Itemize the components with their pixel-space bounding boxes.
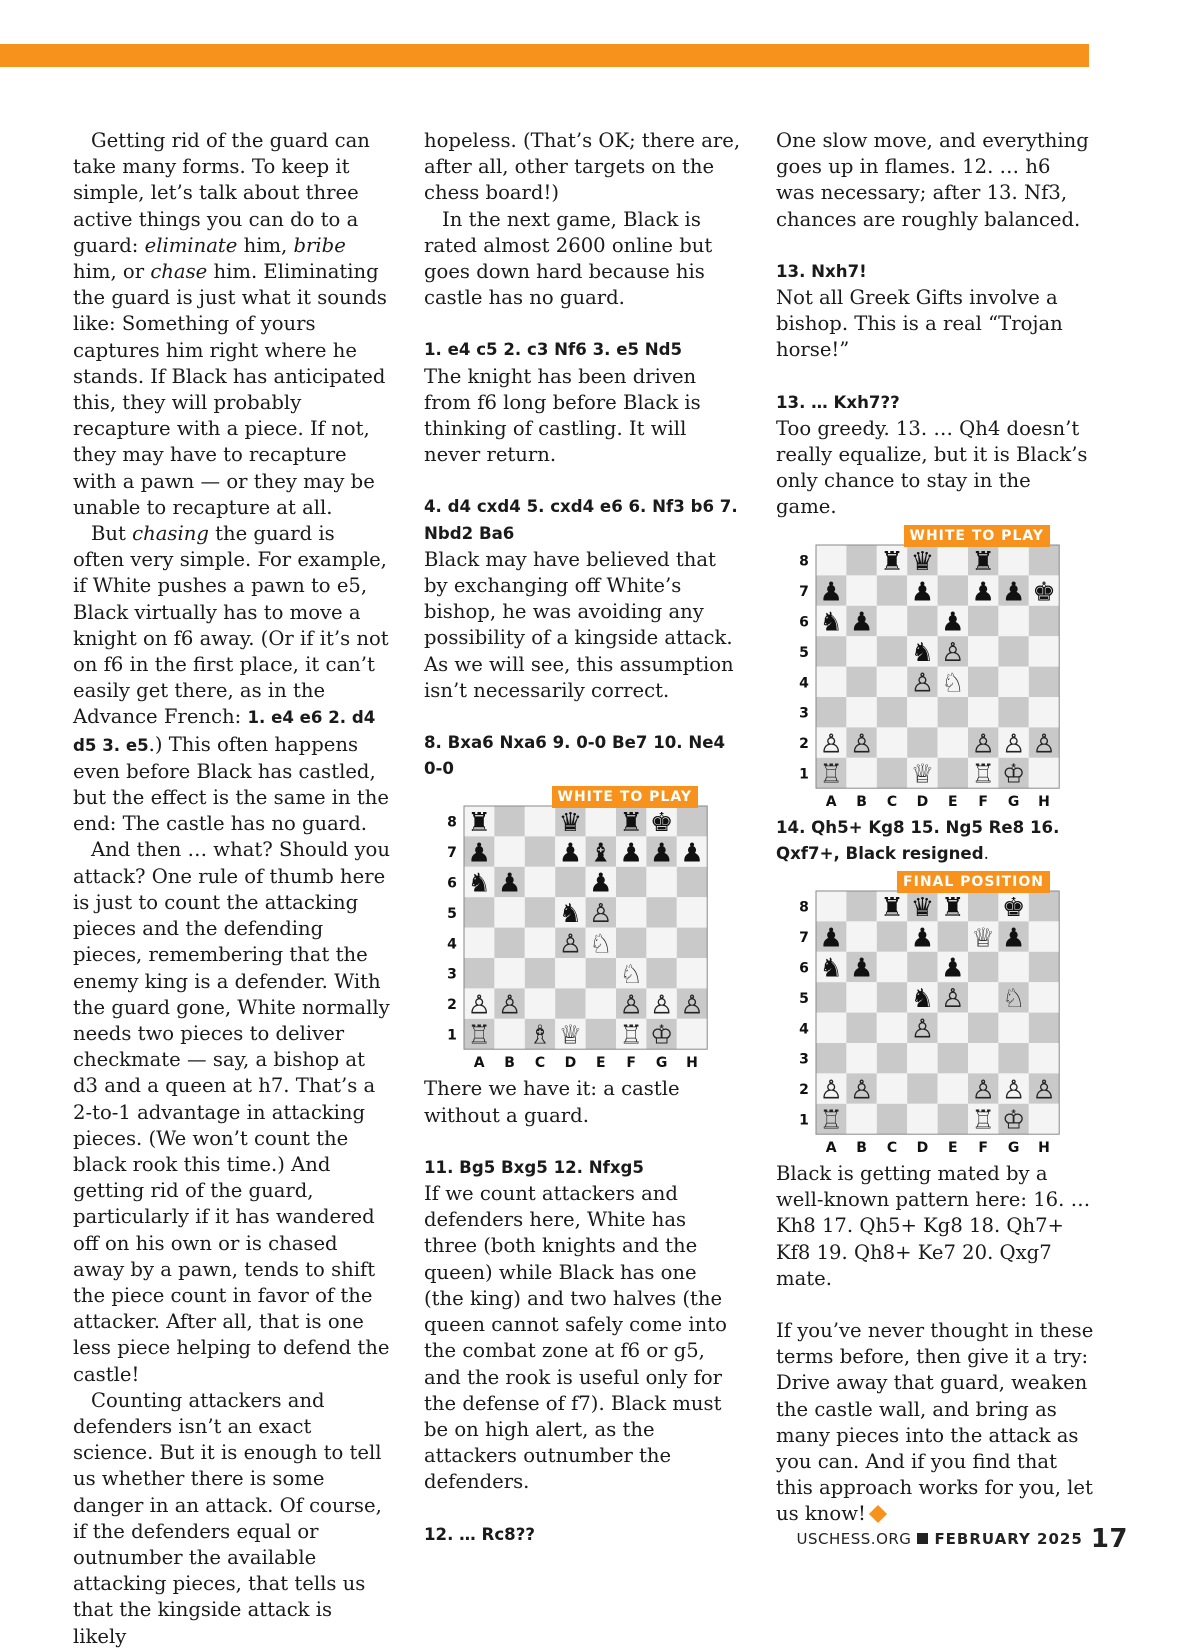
board-square <box>907 697 937 727</box>
board-square <box>494 898 524 928</box>
rank-label: 5 <box>799 644 809 661</box>
file-label: E <box>948 793 958 810</box>
chess-piece: ♖ <box>467 1021 491 1052</box>
chessboard <box>424 800 724 1076</box>
board-square <box>907 1073 937 1103</box>
board-square <box>555 989 585 1019</box>
rank-label: 5 <box>799 990 809 1007</box>
file-label: C <box>886 793 898 810</box>
board-square <box>464 898 494 928</box>
board-square <box>968 982 998 1012</box>
paragraph: Black may have believed that by exchanging off White’s bishop, he was avoiding any possibility of a kingside attack. As we will see, this assumption isn’t necessarily correct. <box>424 547 734 702</box>
rank-label: 8 <box>447 815 457 832</box>
chess-piece: ♟ <box>589 869 613 900</box>
file-label: A <box>825 793 837 810</box>
board-square <box>938 1104 968 1134</box>
chess-piece: ♛ <box>910 546 935 577</box>
board-square <box>646 928 676 958</box>
rank-label: 1 <box>447 1027 457 1044</box>
rank-label: 7 <box>799 583 809 600</box>
chess-piece: ♔ <box>1001 1105 1026 1136</box>
board-square <box>907 952 937 982</box>
board-square <box>877 575 907 605</box>
chess-piece: ♚ <box>1032 576 1056 607</box>
board-square <box>525 837 555 867</box>
chess-piece: ♖ <box>619 1021 643 1052</box>
chess-piece: ♚ <box>1001 892 1026 923</box>
board-square <box>616 928 646 958</box>
diagram-tag: WHITE TO PLAY <box>904 525 1051 547</box>
board-square <box>968 1013 998 1043</box>
chess-piece: ♘ <box>589 929 613 960</box>
chessboard <box>776 539 1076 815</box>
board-square <box>1029 545 1059 575</box>
file-label: H <box>686 1055 698 1072</box>
board-square <box>464 928 494 958</box>
chess-piece: ♟ <box>497 869 522 900</box>
file-label: A <box>473 1055 485 1072</box>
chess-piece: ♙ <box>1032 728 1056 759</box>
board-square <box>1029 605 1059 635</box>
chess-piece: ♙ <box>910 668 935 699</box>
board-square <box>1029 1104 1059 1134</box>
board-square <box>616 898 646 928</box>
board-square <box>816 697 846 727</box>
file-label: B <box>856 1140 867 1157</box>
file-label: A <box>825 1140 837 1157</box>
rank-label: 7 <box>799 930 809 947</box>
board-square <box>846 636 876 666</box>
board-square <box>555 958 585 988</box>
board-square <box>494 806 524 836</box>
chess-piece: ♜ <box>941 892 965 923</box>
board-square <box>586 806 616 836</box>
board-square <box>677 806 707 836</box>
board-square <box>877 1073 907 1103</box>
rank-label: 8 <box>799 553 809 570</box>
rank-label: 3 <box>799 1051 809 1068</box>
page-footer <box>797 1524 1128 1554</box>
chess-piece: ♟ <box>619 838 643 869</box>
chess-piece: ♟ <box>680 838 704 869</box>
rank-label: 6 <box>799 614 809 631</box>
board-square <box>907 605 937 635</box>
board-square <box>846 545 876 575</box>
chess-piece: ♞ <box>467 869 491 900</box>
chess-piece: ♝ <box>589 838 613 869</box>
board-square <box>877 1104 907 1134</box>
rank-label: 2 <box>799 1082 809 1099</box>
board-square <box>525 928 555 958</box>
board-square <box>1029 1013 1059 1043</box>
paragraph: hopeless. (That’s OK; there are, after all, other targets on the chess board!) <box>424 129 741 205</box>
rank-label: 1 <box>799 766 809 783</box>
board-square <box>816 891 846 921</box>
file-label: E <box>596 1055 606 1072</box>
board-square <box>968 666 998 696</box>
board-square <box>877 921 907 951</box>
chess-piece: ♟ <box>1001 576 1026 607</box>
board-square <box>1029 1043 1059 1073</box>
chess-diagram-3 <box>776 871 1076 1161</box>
chess-diagram-1 <box>424 786 724 1076</box>
rank-label: 7 <box>447 845 457 862</box>
rank-label: 8 <box>799 899 809 916</box>
paragraph: In the next game, Black is rated almost 2600 online but goes down hard because his castle has no guard. <box>424 207 713 310</box>
board-square <box>998 605 1028 635</box>
board-square <box>846 1043 876 1073</box>
board-square <box>1029 697 1059 727</box>
rank-label: 4 <box>799 674 809 691</box>
chess-piece: ♖ <box>819 1105 843 1136</box>
board-square <box>907 1043 937 1073</box>
column-1 <box>73 128 391 1650</box>
chess-piece: ♙ <box>558 929 583 960</box>
diagram-tag: FINAL POSITION <box>897 871 1050 893</box>
board-square <box>816 666 846 696</box>
board-square <box>816 545 846 575</box>
board-square <box>616 867 646 897</box>
chess-piece: ♞ <box>910 637 935 668</box>
chess-piece: ♞ <box>819 607 843 638</box>
board-square <box>877 1013 907 1043</box>
file-label: D <box>916 1140 929 1157</box>
board-square <box>816 982 846 1012</box>
board-square <box>938 1073 968 1103</box>
chess-piece: ♙ <box>971 1075 995 1106</box>
chess-piece: ♕ <box>910 759 935 790</box>
board-square <box>998 636 1028 666</box>
board-square <box>816 636 846 666</box>
chess-piece: ♜ <box>467 808 491 839</box>
board-square <box>646 958 676 988</box>
chess-piece: ♟ <box>971 576 995 607</box>
chess-piece: ♟ <box>941 607 965 638</box>
chess-piece: ♞ <box>558 899 583 930</box>
board-square <box>846 921 876 951</box>
chess-piece: ♟ <box>849 953 874 984</box>
paragraph: Not all Greek Gifts involve a bishop. This is a real “Trojan horse!” <box>776 286 1063 362</box>
board-square <box>1029 757 1059 787</box>
board-square <box>877 605 907 635</box>
board-square <box>998 952 1028 982</box>
board-square <box>1029 982 1059 1012</box>
chess-piece: ♟ <box>558 838 583 869</box>
chess-piece: ♜ <box>619 808 643 839</box>
board-square <box>877 697 907 727</box>
file-label: C <box>534 1055 546 1072</box>
board-square <box>907 727 937 757</box>
board-square <box>877 757 907 787</box>
chess-piece: ♕ <box>558 1021 583 1052</box>
board-square <box>816 1013 846 1043</box>
file-label: E <box>948 1140 958 1157</box>
board-square <box>1029 666 1059 696</box>
board-square <box>677 867 707 897</box>
board-square <box>1029 952 1059 982</box>
board-square <box>998 697 1028 727</box>
chess-piece: ♟ <box>467 838 491 869</box>
board-square <box>1029 921 1059 951</box>
rank-label: 3 <box>799 705 809 722</box>
paragraph: If you’ve never thought in these terms before, then give it a try: Drive away that guard, weaken the castle wall, and bring as many pieces into the attack as you can. And if you find that this approach works for you, let us know! <box>776 1319 1094 1526</box>
chess-piece: ♟ <box>819 576 843 607</box>
column-3 <box>776 128 1094 1528</box>
board-square <box>938 757 968 787</box>
chess-piece: ♜ <box>971 546 995 577</box>
file-label: B <box>504 1055 515 1072</box>
board-square <box>968 952 998 982</box>
column-2 <box>424 128 742 1548</box>
board-square <box>877 727 907 757</box>
chess-piece: ♕ <box>971 923 995 954</box>
board-square <box>677 958 707 988</box>
board-square <box>846 1104 876 1134</box>
board-square <box>846 1013 876 1043</box>
board-square <box>677 898 707 928</box>
board-square <box>877 636 907 666</box>
chess-piece: ♙ <box>819 1075 843 1106</box>
chess-piece: ♟ <box>849 607 874 638</box>
board-square <box>968 697 998 727</box>
board-square <box>646 867 676 897</box>
chess-piece: ♔ <box>1001 759 1026 790</box>
chess-piece: ♟ <box>819 923 843 954</box>
board-square <box>494 928 524 958</box>
chess-piece: ♙ <box>1001 728 1026 759</box>
board-square <box>677 1019 707 1049</box>
chess-piece: ♜ <box>880 546 904 577</box>
rank-label: 1 <box>799 1112 809 1129</box>
file-label: H <box>1038 793 1050 810</box>
uschess-logo-icon <box>869 1505 887 1523</box>
board-square <box>816 1043 846 1073</box>
chess-piece: ♙ <box>910 1014 935 1045</box>
rank-label: 2 <box>447 997 457 1014</box>
rank-label: 6 <box>447 875 457 892</box>
board-square <box>938 697 968 727</box>
board-square <box>846 757 876 787</box>
file-label: B <box>856 793 867 810</box>
chess-piece: ♙ <box>941 984 965 1015</box>
chess-piece: ♙ <box>619 990 643 1021</box>
chess-piece: ♙ <box>819 728 843 759</box>
board-square <box>464 958 494 988</box>
chess-piece: ♜ <box>880 892 904 923</box>
chess-piece: ♙ <box>971 728 995 759</box>
board-square <box>877 666 907 696</box>
chess-piece: ♘ <box>1001 984 1026 1015</box>
page-number: 17 <box>1090 1524 1128 1554</box>
chess-piece: ♔ <box>649 1021 674 1052</box>
chess-piece: ♟ <box>1001 923 1026 954</box>
paragraph: Counting attackers and defenders isn’t an exact science. But it is enough to tell us whether there is some danger in an attack. Of course, if the defenders equal or outnumber the available attacking pieces, that tells us that the kingside attack is likely <box>73 1388 382 1648</box>
issue-date: FEBRUARY 2025 <box>934 1530 1083 1548</box>
board-square <box>1029 636 1059 666</box>
chess-piece: ♖ <box>971 759 995 790</box>
board-square <box>938 921 968 951</box>
rank-label: 2 <box>799 735 809 752</box>
chess-piece: ♗ <box>528 1021 552 1052</box>
board-square <box>1029 891 1059 921</box>
board-square <box>846 697 876 727</box>
chess-piece: ♙ <box>497 990 522 1021</box>
file-label: C <box>886 1140 898 1157</box>
site-url: USCHESS.ORG <box>796 1530 912 1548</box>
paragraph: There we have it: a castle without a guard. <box>424 1077 680 1127</box>
chess-piece: ♟ <box>910 576 935 607</box>
rank-label: 5 <box>447 906 457 923</box>
board-square <box>525 867 555 897</box>
file-label: G <box>1007 793 1020 810</box>
header-accent-bar <box>0 44 1089 67</box>
move-text: 4. d4 cxd4 5. cxd4 e6 6. Nf3 b6 7. Nbd2 Ba6 <box>424 497 738 543</box>
chess-piece: ♙ <box>941 637 965 668</box>
board-square <box>968 636 998 666</box>
board-square <box>586 989 616 1019</box>
board-square <box>646 898 676 928</box>
chess-diagram-2 <box>776 525 1076 815</box>
move-text: 8. Bxa6 Nxa6 9. 0-0 Be7 10. Ne4 0-0 <box>424 733 726 779</box>
move-text: 11. Bg5 Bxg5 12. Nfxg5 <box>424 1157 644 1177</box>
board-square <box>968 605 998 635</box>
board-square <box>494 837 524 867</box>
paragraph: The knight has been driven from f6 long before Black is thinking of castling. It will never return. <box>424 364 701 467</box>
move-text: 14. Qh5+ Kg8 15. Ng5 Re8 16. Qxf7+, Black resigned. <box>776 817 1060 863</box>
move-text: 1. e4 c5 2. c3 Nf6 3. e5 Nd5 <box>424 340 683 360</box>
board-square <box>938 575 968 605</box>
paragraph: Getting rid of the guard can take many forms. To keep it simple, let’s talk about three active things you can do to a guard: eliminate him, bribe him, or chase him. Eliminating the guard is just what it sounds like: Something of yours captures him right where he stands. If Black has anticipated this, they will probably recapture with a piece. If not, they may have to recapture with a pawn — or they may be unable to recapture at all. <box>73 129 387 519</box>
diagram-tag: WHITE TO PLAY <box>552 786 699 808</box>
chess-piece: ♙ <box>467 990 491 1021</box>
board-square <box>677 928 707 958</box>
board-square <box>846 666 876 696</box>
paragraph: One slow move, and everything goes up in flames. 12. … h6 was necessary; after 13. Nf3, chances are roughly balanced. <box>776 129 1089 231</box>
board-square <box>877 1043 907 1073</box>
board-square <box>877 952 907 982</box>
chess-piece: ♙ <box>589 899 613 930</box>
paragraph: If we count attackers and defenders here, White has three (both knights and the queen) while Black has one (the king) and two halves (the queen cannot safely come into the combat zone at f6 or g5, and the rook is useful only for the defense of f7). Black must be on high alert, as the attackers outnumber the defenders. <box>424 1182 727 1494</box>
move-text: 13. … Kxh7?? <box>776 392 900 412</box>
chess-piece: ♚ <box>649 808 674 839</box>
paragraph: But chasing the guard is often very simple. For example, if White pushes a pawn to e5, Black virtually has to move a knight on f6 away. (Or if it’s not on f6 in the first place, it can’t easily get there, as in the Advance French: 1. e4 e6 2. d4 d5 3. e5.) This often happens even before Black has castled, but the effect is the same in the end: The castle has no guard. <box>73 522 389 836</box>
board-square <box>998 545 1028 575</box>
board-square <box>998 666 1028 696</box>
rank-label: 6 <box>799 960 809 977</box>
file-label: D <box>564 1055 577 1072</box>
chess-piece: ♖ <box>819 759 843 790</box>
board-square <box>586 1019 616 1049</box>
board-square <box>938 545 968 575</box>
chess-piece: ♛ <box>910 892 935 923</box>
board-square <box>846 575 876 605</box>
file-label: F <box>626 1055 636 1072</box>
board-square <box>938 1043 968 1073</box>
file-label: D <box>916 793 929 810</box>
chess-piece: ♘ <box>619 960 643 991</box>
board-square <box>846 891 876 921</box>
chess-piece: ♘ <box>941 668 965 699</box>
board-square <box>998 1043 1028 1073</box>
chess-piece: ♙ <box>849 1075 874 1106</box>
rank-label: 4 <box>447 936 457 953</box>
move-text: 13. Nxh7! <box>776 261 867 281</box>
file-label: F <box>978 793 988 810</box>
board-square <box>877 982 907 1012</box>
board-square <box>525 898 555 928</box>
paragraph: Black is getting mated by a well-known pattern here: 16. … Kh8 17. Qh5+ Kg8 18. Qh7+ Kf8 19. Qh8+ Ke7 20. Qxg7 mate. <box>776 1162 1091 1290</box>
chess-piece: ♖ <box>971 1105 995 1136</box>
board-square <box>907 1104 937 1134</box>
chess-piece: ♞ <box>910 984 935 1015</box>
file-label: F <box>978 1140 988 1157</box>
paragraph: And then … what? Should you attack? One rule of thumb here is just to count the attacking pieces and the defending pieces, remembering that the enemy king is a defender. With the guard gone, White normally needs two pieces to deliver checkmate — say, a bishop at d3 and a queen at h7. That’s a 2-to-1 advantage in attacking pieces. (We won’t count the black rook this time.) And getting rid of the guard, particularly if it has wandered off on his own or is chased away by a pawn, tends to shift the piece count in favor of the attacker. After all, that is one less piece helping to defend the castle! <box>73 838 390 1386</box>
rank-label: 4 <box>799 1021 809 1038</box>
board-square <box>938 727 968 757</box>
board-square <box>968 1043 998 1073</box>
chess-piece: ♙ <box>1001 1075 1026 1106</box>
chessboard <box>776 885 1076 1161</box>
chess-piece: ♙ <box>649 990 674 1021</box>
paragraph: Too greedy. 13. … Qh4 doesn’t really equalize, but it is Black’s only chance to stay in the game. <box>776 416 1088 519</box>
board-square <box>555 867 585 897</box>
chess-piece: ♟ <box>910 923 935 954</box>
rank-label: 3 <box>447 967 457 984</box>
chess-piece: ♟ <box>941 953 965 984</box>
board-square <box>525 958 555 988</box>
board-square <box>938 1013 968 1043</box>
file-label: H <box>1038 1140 1050 1157</box>
move-text: 12. … Rc8?? <box>424 1524 535 1544</box>
board-square <box>494 958 524 988</box>
square-separator-icon <box>917 1533 928 1544</box>
board-square <box>525 989 555 1019</box>
board-square <box>968 891 998 921</box>
chess-piece: ♙ <box>680 990 704 1021</box>
chess-piece: ♛ <box>558 808 583 839</box>
chess-piece: ♞ <box>819 953 843 984</box>
chess-piece: ♙ <box>1032 1075 1056 1106</box>
chess-piece: ♟ <box>649 838 674 869</box>
file-label: G <box>655 1055 668 1072</box>
board-square <box>846 982 876 1012</box>
board-square <box>586 958 616 988</box>
file-label: G <box>1007 1140 1020 1157</box>
board-square <box>998 1013 1028 1043</box>
board-square <box>494 1019 524 1049</box>
chess-piece: ♙ <box>849 728 874 759</box>
board-square <box>525 806 555 836</box>
